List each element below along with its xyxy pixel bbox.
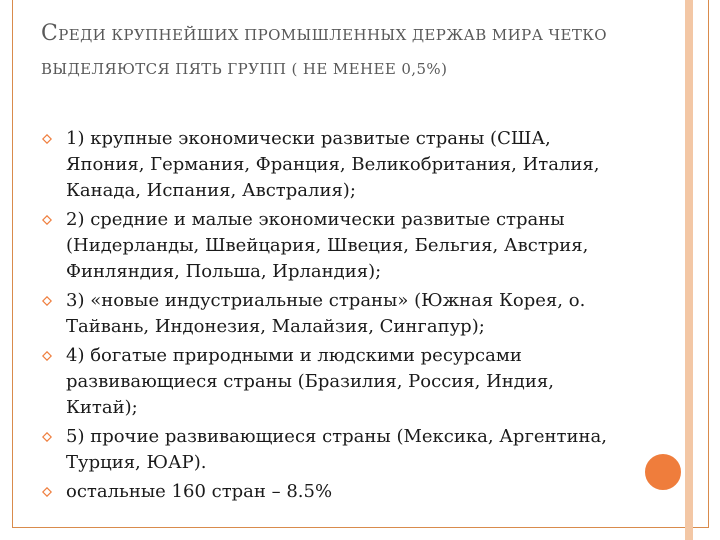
- slide-title: [41, 17, 641, 86]
- title-text: РЕДИ КРУПНЕЙШИХ ПРОМЫШЛЕННЫХ ДЕРЖАВ МИРА ЧЕТКО ВЫДЕЛЯЮТСЯ ПЯТЬ ГРУПП ( НЕ МЕНЕЕ 0,5%): [41, 26, 607, 78]
- diamond-outline-icon: [42, 134, 52, 144]
- bullet-text: 4) богатые природными и людскими ресурсами развивающиеся страны (Бразилия, Россия, Индия, Китай);: [66, 345, 554, 418]
- bullet-item: [42, 126, 627, 204]
- bullet-item: [42, 288, 627, 340]
- bullet-item: [42, 343, 627, 421]
- bullet-list: [42, 126, 627, 508]
- diamond-outline-icon: [42, 432, 52, 442]
- decorative-circle: [641, 450, 685, 494]
- bullet-item: [42, 207, 627, 285]
- bullet-text: 1) крупные экономически развитые страны (США, Япония, Германия, Франция, Великобритания, Италия, Канада, Испания, Австралия);: [66, 128, 600, 201]
- bullet-item: [42, 424, 627, 476]
- diamond-outline-icon: [42, 296, 52, 306]
- decorative-side-bar: [685, 0, 693, 540]
- diamond-outline-icon: [42, 351, 52, 361]
- diamond-outline-icon: [42, 487, 52, 497]
- bullet-text: 5) прочие развивающиеся страны (Мексика, Аргентина, Турция, ЮАР).: [66, 426, 607, 473]
- bullet-item: [42, 479, 627, 505]
- title-first-letter: С: [41, 21, 59, 46]
- diamond-outline-icon: [42, 215, 52, 225]
- bullet-text: 3) «новые индустриальные страны» (Южная Корея, о. Тайвань, Индонезия, Малайзия, Сингапур);: [66, 290, 586, 337]
- bullet-text: 2) средние и малые экономически развитые страны (Нидерланды, Швейцария, Швеция, Бельгия, Австрия, Финляндия, Польша, Ирландия);: [66, 209, 589, 282]
- bullet-text: остальные 160 стран – 8.5%: [66, 481, 333, 502]
